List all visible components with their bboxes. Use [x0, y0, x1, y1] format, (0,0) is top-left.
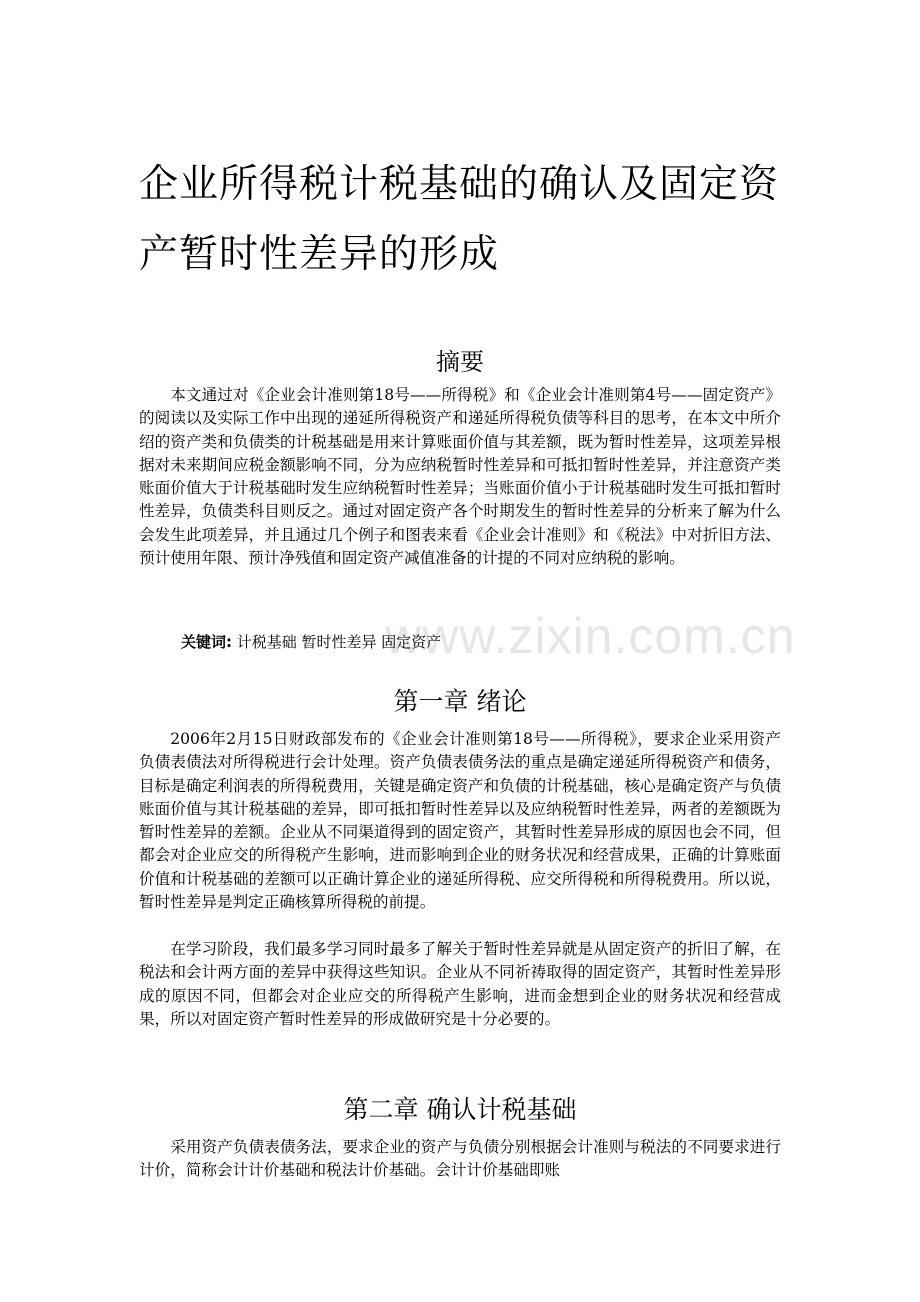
chapter1-paragraph-2: 在学习阶段，我们最多学习同时最多了解关于暂时性差异就是从固定资产的折旧了解，在税法和会计两方面的差异中获得这些知识。企业从不同祈祷取得的固定资产，其暂时性差异形成的原因不同，但都会对企业应交的所得税产生影响，进而金想到企业的财务状况和经营成果，所以对固定资产暂时性差异的形成做研究是十分必要的。	[139, 940, 781, 1028]
keywords-label: 关键词:	[181, 633, 232, 651]
abstract-paragraph: 本文通过对《企业会计准则第18号——所得税》和《企业会计准则第4号——固定资产》的阅读以及实际工作中出现的递延所得税资产和递延所得税负债等科目的思考，在本文中所介绍的资产类和负债类的计税基础是用来计算账面价值与其差额，既为暂时性差异，这项差异根据对未来期间应税金额影响不同，分为应纳税暂时性差异和可抵扣暂时性差异，并注意资产类账面价值大于计税基础时发生应纳税暂时性差异；当账面价值小于计税基础时发生可抵扣暂时性差异，负债类科目则反之。通过对固定资产各个时期发生的暂时性差异的分析来了解为什么会发生此项差异，并且通过几个例子和图表来看《企业会计准则》和《税法》中对折旧方法、预计使用年限、预计净残值和固定资产减值准备的计提的不同对应纳税的影响。	[139, 386, 781, 568]
document-title: 企业所得税计税基础的确认及固定资产暂时性差异的形成	[139, 162, 780, 277]
chapter1-paragraph-1: 2006年2月15日财政部发布的《企业会计准则第18号——所得税》，要求企业采用资产负债表债法对所得税进行会计处理。资产负债表债务法的重点是确定递延所得税资产和债务，目标是确定利润表的所得税费用，关键是确定资产和负债的计税基础，核心是确定资产与负债账面价值与其计税基础的差异，即可抵扣暂时性差异以及应纳税暂时性差异，两者的差额既为暂时性差异的差额。企业从不同渠道得到的固定资产，其暂时性差异形成的原因也会不同，但都会对企业应交的所得税产生影响，进而影响到企业的财务状况和经营成果，正确的计算账面价值和计税基础的差额可以正确计算企业的递延所得税、应交所得税和所得税费用。所以说，暂时性差异是判定正确核算所得税的前提。	[139, 730, 781, 912]
chapter1-heading: 第一章 绪论	[393, 687, 527, 716]
keywords-line	[181, 630, 441, 654]
watermark: www.zixin.com.cn	[385, 608, 796, 664]
chapter2-paragraph-1: 采用资产负债表债务法，要求企业的资产与负债分别根据会计准则与税法的不同要求进行计价，简称会计计价基础和税法计价基础。会计计价基础即账	[139, 1138, 781, 1180]
chapter2-heading: 第二章 确认计税基础	[343, 1095, 577, 1124]
abstract-heading: 摘要	[436, 348, 484, 376]
keywords-list: 计税基础 暂时性差异 固定资产	[232, 633, 442, 651]
